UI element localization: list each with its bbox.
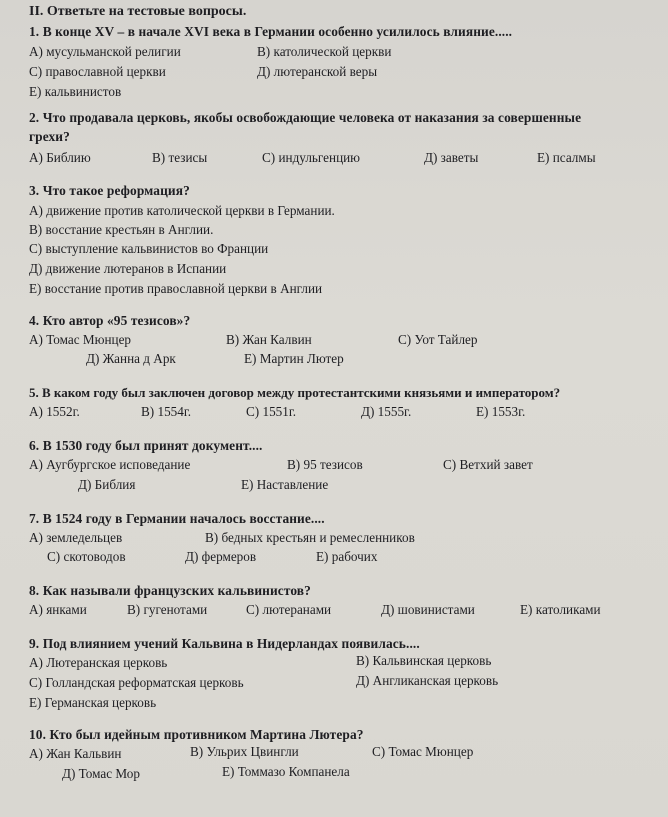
q4-option-e: Е) Мартин Лютер bbox=[244, 351, 344, 366]
question-3: 3. Что такое реформация? bbox=[29, 183, 190, 198]
question-2: 2. Что продавала церковь, якобы освобождающие человека от наказания за совершенные bbox=[29, 110, 582, 125]
q10-option-c: С) Томас Мюнцер bbox=[372, 744, 474, 759]
q5-option-b: В) 1554г. bbox=[141, 404, 192, 419]
question-1: 1. В конце XV – в начале XVI века в Германии особенно усилилось влияние..... bbox=[29, 24, 513, 39]
q1-option-e: Е) кальвинистов bbox=[29, 84, 122, 99]
q7-option-a: А) земледельцев bbox=[29, 530, 123, 545]
q9-option-c: С) Голландская реформатская церковь bbox=[29, 675, 244, 690]
q4-option-a: А) Томас Мюнцер bbox=[29, 332, 132, 347]
q8-option-a: А) янками bbox=[29, 602, 87, 617]
q7-option-c: С) скотоводов bbox=[47, 549, 126, 564]
q6-option-b: В) 95 тезисов bbox=[287, 457, 363, 472]
q2-option-d: Д) заветы bbox=[424, 150, 479, 165]
q6-option-c: С) Ветхий завет bbox=[443, 457, 533, 472]
q2-option-e: Е) псалмы bbox=[537, 150, 596, 165]
question-9: 9. Под влиянием учений Кальвина в Нидерландах появилась.... bbox=[29, 636, 420, 651]
q1-option-c: С) православной церкви bbox=[29, 64, 166, 79]
q8-option-c: С) лютеранами bbox=[246, 602, 332, 617]
question-4: 4. Кто автор «95 тезисов»? bbox=[29, 313, 191, 328]
q8-option-b: В) гугенотами bbox=[127, 602, 208, 617]
q10-option-a: А) Жан Кальвин bbox=[29, 746, 122, 761]
q7-option-d: Д) фермеров bbox=[185, 549, 257, 564]
q2-option-c: С) индульгенцию bbox=[262, 150, 361, 165]
q7-option-b: В) бедных крестьян и ремесленников bbox=[205, 530, 415, 545]
q5-option-d: Д) 1555г. bbox=[361, 404, 412, 419]
q7-option-e: Е) рабочих bbox=[316, 549, 378, 564]
q10-option-b: В) Ульрих Цвингли bbox=[190, 744, 299, 759]
q3-option-a: А) движение против католической церкви в Германии. bbox=[29, 203, 335, 218]
question-8: 8. Как называли французских кальвинистов? bbox=[29, 583, 311, 598]
q8-option-d: Д) шовинистами bbox=[381, 602, 475, 617]
q6-option-e: Е) Наставление bbox=[241, 477, 329, 492]
q3-option-b: В) восстание крестьян в Англии. bbox=[29, 222, 214, 237]
q4-option-c: С) Уот Тайлер bbox=[398, 332, 478, 347]
q2-option-b: В) тезисы bbox=[152, 150, 208, 165]
q1-option-d: Д) лютеранской веры bbox=[257, 64, 378, 79]
q9-option-a: А) Лютеранская церковь bbox=[29, 655, 168, 670]
q10-option-e: Е) Томмазо Компанела bbox=[222, 764, 350, 779]
question-2-cont: грехи? bbox=[29, 129, 70, 144]
q9-option-e: Е) Германская церковь bbox=[29, 695, 157, 710]
q3-option-c: С) выступление кальвинистов во Франции bbox=[29, 241, 269, 256]
q5-option-e: Е) 1553г. bbox=[476, 404, 526, 419]
question-6: 6. В 1530 году был принят документ.... bbox=[29, 438, 263, 453]
q1-option-a: А) мусульманской религии bbox=[29, 44, 181, 59]
q8-option-e: Е) католиками bbox=[520, 602, 601, 617]
q6-option-d: Д) Библия bbox=[78, 477, 136, 492]
question-10: 10. Кто был идейным противником Мартина Лютера? bbox=[29, 727, 364, 742]
q4-option-b: В) Жан Калвин bbox=[226, 332, 312, 347]
q9-option-d: Д) Англиканская церковь bbox=[356, 673, 499, 688]
q10-option-d: Д) Томас Мор bbox=[62, 766, 140, 781]
q5-option-a: А) 1552г. bbox=[29, 404, 80, 419]
q4-option-d: Д) Жанна д Арк bbox=[86, 351, 176, 366]
q9-option-b: В) Кальвинская церковь bbox=[356, 653, 492, 668]
q3-option-e: Е) восстание против православной церкви в Англии bbox=[29, 281, 323, 296]
question-7: 7. В 1524 году в Германии началось восстание.... bbox=[29, 511, 325, 526]
q1-option-b: В) католической церкви bbox=[257, 44, 392, 59]
q2-option-a: А) Библию bbox=[29, 150, 91, 165]
q3-option-d: Д) движение лютеранов в Испании bbox=[29, 261, 227, 276]
section-title: II. Ответьте на тестовые вопросы. bbox=[29, 4, 247, 19]
q5-option-c: С) 1551г. bbox=[246, 404, 297, 419]
q6-option-a: А) Аугбургское исповедание bbox=[29, 457, 191, 472]
question-5: 5. В каком году был заключен договор между протестантскими князьями и императором? bbox=[29, 385, 561, 400]
